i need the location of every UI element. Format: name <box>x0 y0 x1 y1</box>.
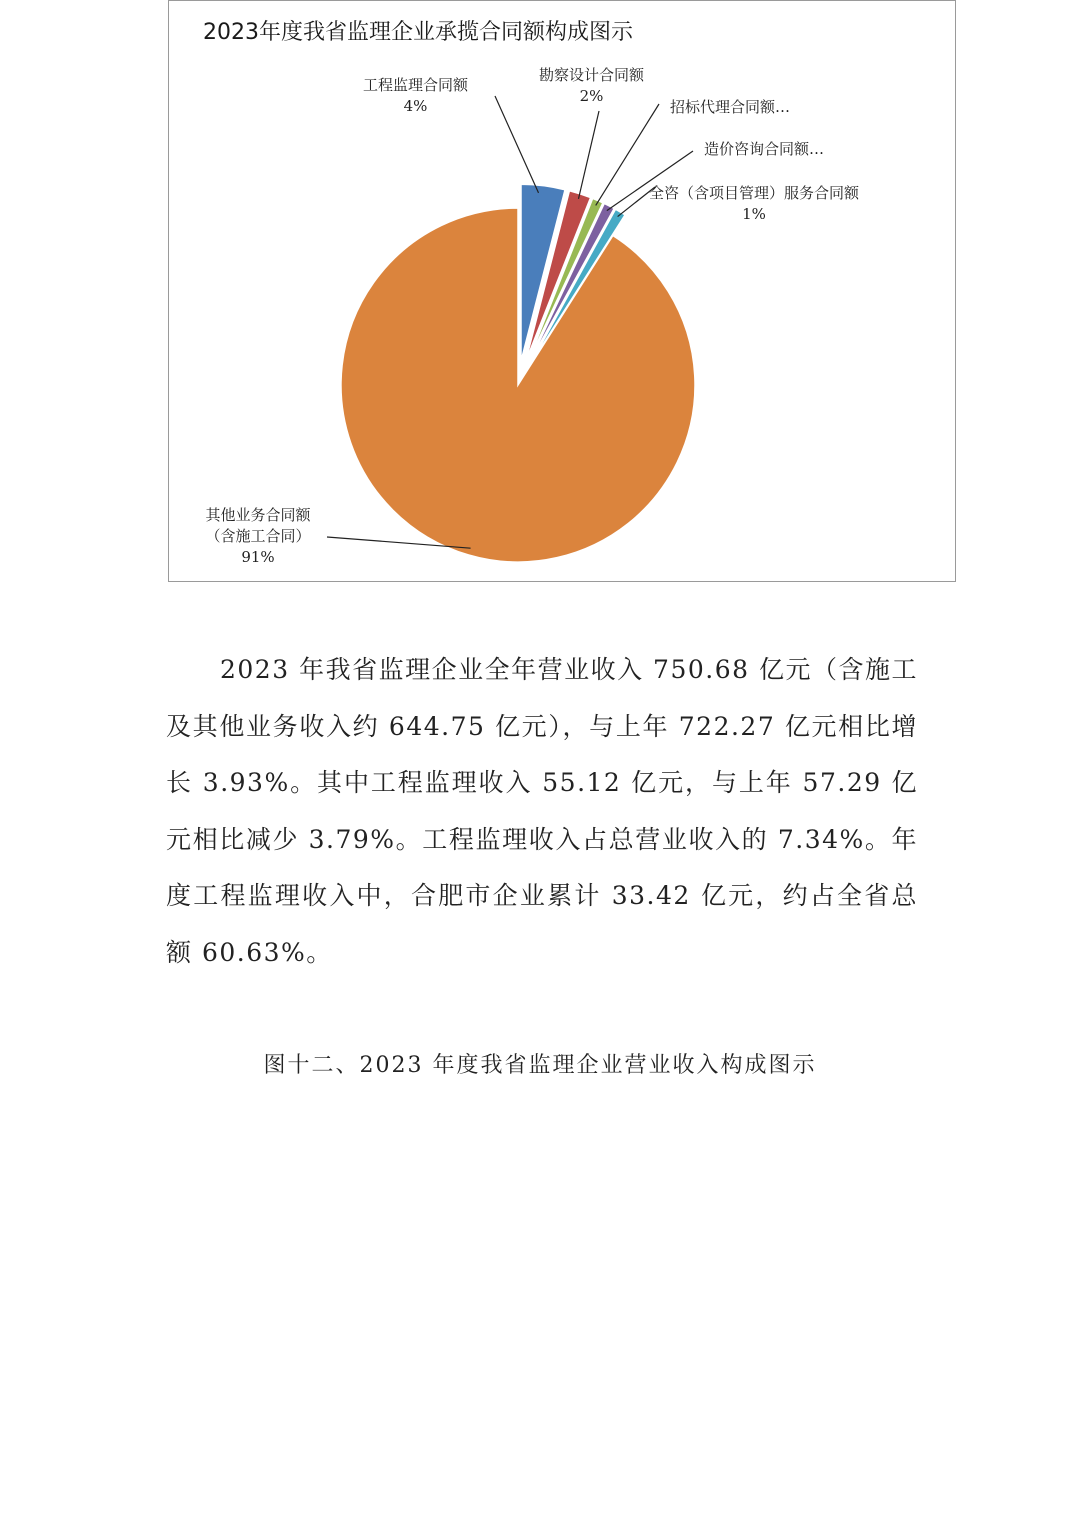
label-cost-consulting-name: 造价咨询合同额… <box>704 140 825 158</box>
pie-slice-other-business <box>341 208 695 562</box>
body-paragraph: 2023 年我省监理企业全年营业收入 750.68 亿元（含施工及其他业务收入约 644.75 亿元），与上年 722.27 亿元相比增长 3.93%。其中工程监理收入 55.12 亿元，与上年 57.29 亿元相比减少 3.79%。工程监理收入占总营业收入的 7.34%。年度工程监理收入中，合肥市企业累计 33.42 亿元，约占全省总额 60.63%。 <box>166 655 918 967</box>
label-full-consulting-name: 全咨（含项目管理）服务合同额 <box>648 184 859 202</box>
leader-line-survey-design <box>578 111 599 199</box>
label-other-business-name-line1: 其他业务合同额 <box>205 506 311 524</box>
label-supervision-pct: 4% <box>403 97 428 115</box>
figure-caption: 图十二、2023 年度我省监理企业营业收入构成图示 <box>263 1053 817 1078</box>
label-other-business <box>193 505 323 568</box>
label-survey-design <box>539 65 644 107</box>
label-supervision-name: 工程监理合同额 <box>363 76 469 94</box>
chart-title: 2023年度我省监理企业承揽合同额构成图示 <box>203 20 633 45</box>
label-other-business-name-line2: （含施工合同） <box>205 527 311 545</box>
pie-chart <box>168 0 956 582</box>
label-full-consulting <box>626 183 882 225</box>
leader-line-supervision <box>495 96 539 193</box>
label-cost-consulting <box>704 139 824 160</box>
label-full-consulting-pct: 1% <box>742 205 766 223</box>
label-survey-design-name: 勘察设计合同额 <box>539 66 645 84</box>
label-bidding-agency-name: 招标代理合同额… <box>670 98 791 116</box>
label-other-business-pct: 91% <box>241 548 275 566</box>
label-bidding-agency <box>670 97 790 118</box>
label-survey-design-pct: 2% <box>579 87 604 105</box>
label-supervision <box>363 75 468 117</box>
